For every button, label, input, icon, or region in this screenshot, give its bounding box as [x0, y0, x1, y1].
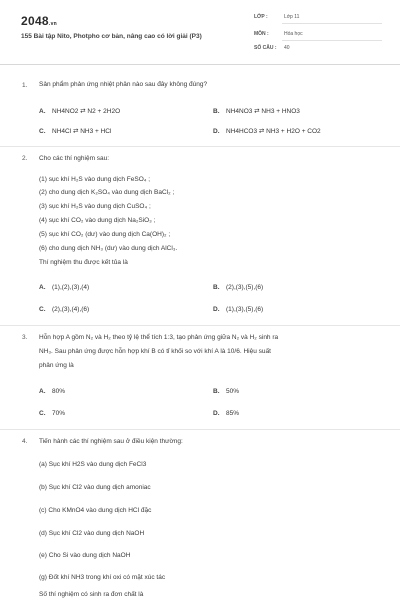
option-d[interactable]	[213, 306, 263, 313]
question-text-line: Hỗn hợp A gồm N₂ và H₂ theo tỷ lệ thể tích 1:3, tạo phản ứng giữa N₂ và H₂ sinh ra	[39, 334, 279, 341]
question-line: Thí nghiệm thu được kết tủa là	[39, 259, 128, 266]
question-line: (5) sục khí CO₂ (dư) vào dung dịch Ca(OH)₂ ;	[39, 231, 171, 238]
option-label: C.	[39, 306, 46, 313]
question-text-line: phản ứng là	[39, 362, 74, 369]
option-label: B.	[213, 388, 220, 395]
question-line: (d) Sục khí Cl2 vào dung dịch NaOH	[39, 530, 145, 537]
option-text: (2),(3),(4),(6)	[52, 306, 90, 313]
option-text: (2),(3),(5),(6)	[226, 284, 264, 291]
question-line: (2) cho dung dịch K₂SO₄ vào dung dịch BaCl₂ ;	[39, 189, 175, 196]
option-d[interactable]	[213, 410, 239, 417]
site-logo[interactable]	[21, 14, 57, 28]
option-text: NH4NO2 ⇄ N2 + 2H2O	[52, 108, 121, 115]
logo-text: 2048	[21, 14, 49, 28]
option-text: 85%	[226, 410, 240, 417]
meta-key: LỚP :	[254, 14, 268, 20]
question-number: 3.	[22, 334, 28, 341]
option-c[interactable]	[39, 306, 89, 313]
question-line: (b) Sục khí Cl2 vào dung dịch amoniac	[39, 484, 151, 491]
question-line: (e) Cho Si vào dung dịch NaOH	[39, 552, 131, 559]
question-text: Cho các thí nghiệm sau:	[39, 155, 110, 162]
header-divider	[0, 64, 400, 65]
meta-underline	[282, 40, 382, 41]
question-line: (3) sục khí H₂S vào dung dịch CuSO₄ ;	[39, 203, 151, 210]
meta-value: 40	[284, 45, 290, 51]
question-number: 2.	[22, 155, 28, 162]
question-line: (4) sục khí CO₂ vào dung dịch Na₂SiO₃ ;	[39, 217, 156, 224]
question-text: Sản phẩm phản ứng nhiệt phân nào sau đây không đúng?	[39, 81, 208, 88]
question-line: Số thí nghiệm có sinh ra đơn chất là	[39, 591, 144, 598]
question-line: (1) sục khí H₂S vào dung dịch FeSO₄ ;	[39, 176, 151, 183]
meta-value: Hóa học	[284, 31, 303, 37]
option-b[interactable]	[213, 388, 239, 395]
option-label: B.	[213, 284, 220, 291]
question-text-line: NH₃. Sau phản ứng được hỗn hợp khí B có tỉ khối so với khí A là 10/6. Hiệu suất	[39, 348, 271, 355]
option-text: NH4HCO3 ⇄ NH3 + H2O + CO2	[226, 128, 321, 135]
option-label: A.	[39, 108, 46, 115]
meta-value: Lớp 11	[284, 14, 300, 20]
question-divider	[0, 325, 400, 326]
option-c[interactable]	[39, 410, 65, 417]
question-line: (g) Đốt khí NH3 trong khí oxi có mặt xúc tác	[39, 574, 166, 581]
option-text: NH4NO3 ⇄ NH3 + HNO3	[226, 108, 300, 115]
option-text: 70%	[52, 410, 66, 417]
option-text: 80%	[52, 388, 66, 395]
option-a[interactable]	[39, 107, 120, 115]
document-title: 155 Bài tập Nito, Photpho cơ bản, nâng cao có lời giải (P3)	[21, 33, 202, 40]
question-number: 4.	[22, 438, 28, 445]
question-text: Tiến hành các thí nghiệm sau ở điều kiện thường:	[39, 438, 183, 445]
option-label: C.	[39, 128, 46, 135]
option-text: NH4Cl ⇄ NH3 + HCl	[52, 128, 112, 135]
option-text: 50%	[226, 388, 240, 395]
option-text: (1),(2),(3),(4)	[52, 284, 90, 291]
logo-suffix: .vn	[48, 21, 58, 27]
question-line: (a) Sục khí H2S vào dung dịch FeCl3	[39, 461, 147, 468]
question-divider	[0, 429, 400, 430]
option-label: A.	[39, 284, 46, 291]
question-divider	[0, 146, 400, 147]
option-d[interactable]	[213, 127, 321, 135]
page-header	[0, 0, 400, 62]
meta-key: MÔN :	[254, 31, 269, 37]
option-b[interactable]	[213, 107, 300, 115]
option-c[interactable]	[39, 127, 111, 135]
option-b[interactable]	[213, 284, 263, 291]
option-label: C.	[39, 410, 46, 417]
option-label: D.	[213, 306, 220, 313]
option-label: A.	[39, 388, 46, 395]
question-line: (6) cho dung dịch NH₃ (dư) vào dung dịch AlCl₃.	[39, 245, 178, 252]
option-a[interactable]	[39, 284, 89, 291]
meta-key: SỐ CÂU :	[254, 45, 277, 51]
option-label: B.	[213, 108, 220, 115]
meta-underline	[282, 23, 382, 24]
option-text: (1),(3),(5),(6)	[226, 306, 264, 313]
question-line: (c) Cho KMnO4 vào dung dịch HCl đặc	[39, 507, 152, 514]
option-label: D.	[213, 410, 220, 417]
option-a[interactable]	[39, 388, 65, 395]
question-number: 1.	[22, 82, 28, 89]
option-label: D.	[213, 128, 220, 135]
